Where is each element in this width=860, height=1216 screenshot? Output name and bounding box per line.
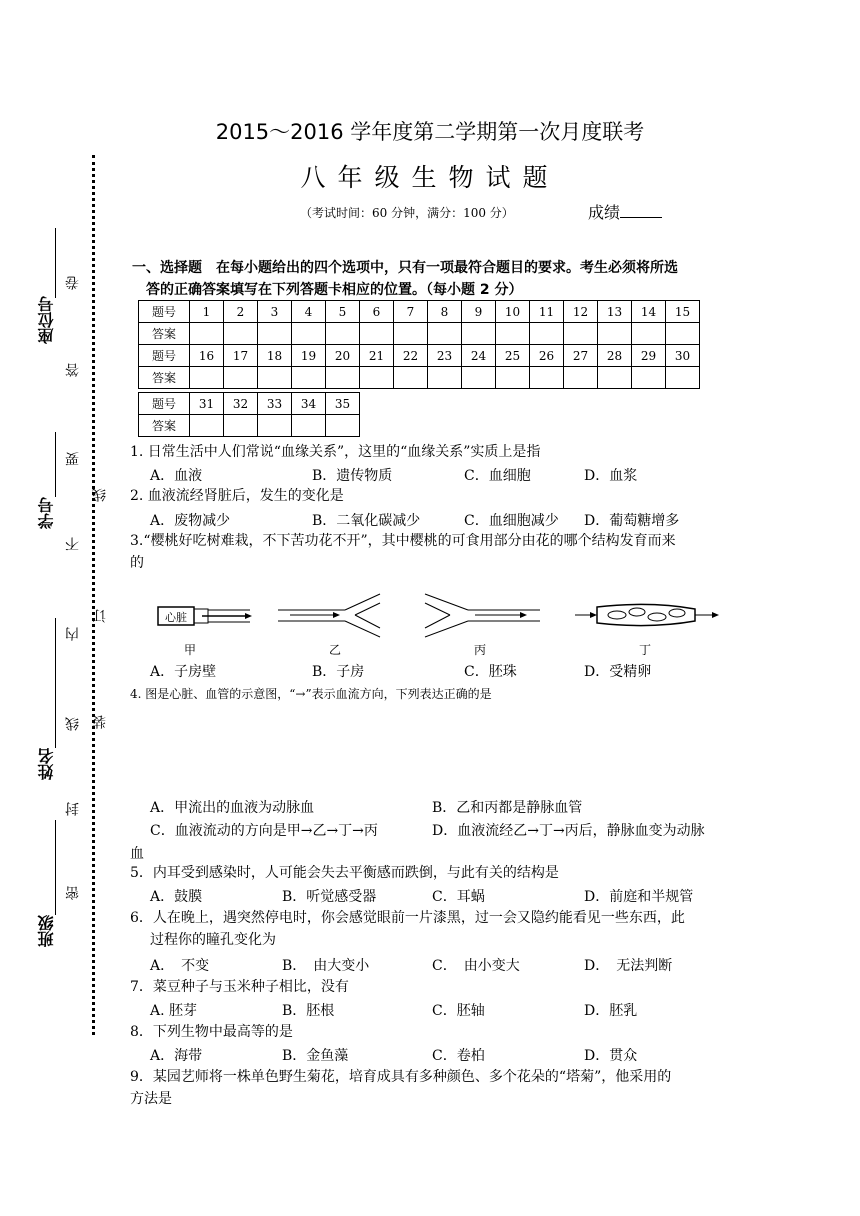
- q4-option-d-cont: 血: [130, 846, 144, 862]
- q5-option-a: A．鼓膜: [150, 889, 203, 905]
- a-label: 答案: [139, 415, 190, 437]
- q8-option-b: B．金鱼藻: [282, 1048, 349, 1064]
- q1-option-d: D．血浆: [584, 468, 638, 484]
- q-number: 30: [666, 345, 700, 367]
- answer-cell[interactable]: [326, 415, 360, 437]
- seal-char: 线: [65, 717, 81, 731]
- figure-caption-bing: 丙: [473, 643, 487, 657]
- answer-cell[interactable]: [258, 415, 292, 437]
- seal-char: 装: [92, 715, 108, 729]
- q8-option-c: C．卷柏: [432, 1048, 485, 1064]
- question-3-stem: 3.“樱桃好吃树难栽，不下苦功花不开”，其中樱桃的可食用部分由花的哪个结构发育而来: [130, 533, 676, 549]
- q-number: 14: [632, 301, 666, 323]
- q1-option-c: C．血细胞: [464, 468, 531, 484]
- answer-cell[interactable]: [326, 323, 360, 345]
- q-number: 3: [258, 301, 292, 323]
- q-number: 9: [462, 301, 496, 323]
- answer-cell[interactable]: [462, 323, 496, 345]
- binding-dotted-line: [92, 155, 95, 1035]
- q1-option-b: B．遗传物质: [312, 468, 393, 484]
- figure-caption-yi: 乙: [328, 643, 342, 657]
- name-blank-line: [55, 618, 56, 748]
- a-label: 答案: [139, 367, 190, 389]
- section-one-heading: [132, 257, 742, 301]
- exam-meta: （考试时间：60 分钟，满分：100 分）: [300, 206, 514, 220]
- answer-card-table: [138, 300, 700, 389]
- student-id-label: 学号: [37, 497, 56, 529]
- q-number: 15: [666, 301, 700, 323]
- question-4-stem: 4. 图是心脏、血管的示意图，“→”表示血流方向，下列表达正确的是: [130, 687, 492, 701]
- q-number: 1: [190, 301, 224, 323]
- q4-option-c: C．血液流动的方向是甲→乙→丁→丙: [150, 823, 378, 839]
- answer-cell[interactable]: [258, 367, 292, 389]
- q6-option-d: D． 无法判断: [584, 958, 673, 974]
- q-number: 8: [428, 301, 462, 323]
- answer-cell[interactable]: [564, 323, 598, 345]
- question-5-stem: 5．内耳受到感染时，人可能会失去平衡感而跌倒，与此有关的结构是: [130, 865, 559, 881]
- section-one-line1: 一、选择题 在每小题给出的四个选项中，只有一项最符合题目的要求。考生必须将所选: [132, 260, 678, 276]
- figure-vessel-bing: [425, 594, 540, 637]
- q6-option-c: C． 由小变大: [432, 958, 520, 974]
- q4-option-d: D．血液流经乙→丁→丙后，静脉血变为动脉: [432, 823, 705, 839]
- figure-caption-jia: 甲: [183, 643, 197, 657]
- question-3-stem-cont: 的: [130, 555, 144, 571]
- score-blank[interactable]: [620, 203, 662, 218]
- answer-cell[interactable]: [598, 323, 632, 345]
- q2-option-c: C．血细胞减少: [464, 513, 559, 529]
- answer-cell[interactable]: [632, 367, 666, 389]
- score-field[interactable]: [588, 200, 662, 223]
- answer-card-table-tail: [138, 392, 360, 437]
- q7-option-a: A. 胚芽: [150, 1003, 198, 1019]
- q-number: 35: [326, 393, 360, 415]
- q8-option-d: D．贯众: [584, 1048, 638, 1064]
- q-number: 17: [224, 345, 258, 367]
- class-label: 班级: [37, 915, 56, 947]
- q5-option-c: C．耳蜗: [432, 889, 485, 905]
- seal-char: 订: [92, 609, 108, 623]
- q-number: 29: [632, 345, 666, 367]
- seat-label: 座位号: [37, 296, 56, 344]
- class-blank-line: [55, 820, 56, 915]
- q-label: 题号: [139, 345, 190, 367]
- seal-char: 要: [65, 452, 81, 466]
- q-number: 10: [496, 301, 530, 323]
- q-number: 34: [292, 393, 326, 415]
- q-number: 18: [258, 345, 292, 367]
- answer-cell[interactable]: [394, 367, 428, 389]
- q-number: 5: [326, 301, 360, 323]
- a-label: 答案: [139, 323, 190, 345]
- q-number: 19: [292, 345, 326, 367]
- question-7-stem: 7．菜豆种子与玉米种子相比，没有: [130, 979, 349, 995]
- q3-option-c: C．胚珠: [464, 664, 517, 680]
- exam-title: 2015～2016 学年度第二学期第一次月度联考: [215, 120, 645, 144]
- answer-cell[interactable]: [666, 323, 700, 345]
- answer-cell[interactable]: [360, 323, 394, 345]
- answer-cell[interactable]: [530, 367, 564, 389]
- question-6-stem: 6．人在晚上，遇突然停电时，你会感觉眼前一片漆黑，过一会又隐约能看见一些东西，此: [130, 910, 685, 926]
- question-6-stem-cont: 过程你的瞳孔变化为: [150, 932, 276, 948]
- q-label: 题号: [139, 301, 190, 323]
- q-number: 31: [190, 393, 224, 415]
- score-label: 成绩: [588, 203, 621, 222]
- answer-card-answer-row: [139, 415, 360, 437]
- answer-cell[interactable]: [292, 323, 326, 345]
- q-number: 24: [462, 345, 496, 367]
- q-number: 33: [258, 393, 292, 415]
- answer-cell[interactable]: [190, 367, 224, 389]
- q3-option-d: D．受精卵: [584, 664, 652, 680]
- question-8-stem: 8．下列生物中最高等的是: [130, 1024, 293, 1040]
- answer-cell[interactable]: [462, 367, 496, 389]
- q-number: 22: [394, 345, 428, 367]
- q5-option-b: B．听觉感受器: [282, 889, 377, 905]
- section-one-line2: 答的正确答案填写在下列答题卡相应的位置。（每小题 2 分）: [146, 282, 523, 298]
- answer-card-answer-row: [139, 323, 700, 345]
- answer-cell[interactable]: [258, 323, 292, 345]
- q6-option-a: A． 不变: [150, 958, 210, 974]
- q-number: 28: [598, 345, 632, 367]
- question-9-stem-cont: 方法是: [130, 1091, 172, 1107]
- answer-cell[interactable]: [190, 415, 224, 437]
- answer-cell[interactable]: [428, 367, 462, 389]
- q3-option-b: B．子房: [312, 664, 365, 680]
- q6-option-b: B． 由大变小: [282, 958, 370, 974]
- q7-option-c: C．胚轴: [432, 1003, 485, 1019]
- q2-option-d: D．葡萄糖增多: [584, 513, 680, 529]
- seal-char: 不: [65, 537, 81, 551]
- q-number: 11: [530, 301, 564, 323]
- seal-char: 答: [65, 363, 81, 377]
- q-number: 25: [496, 345, 530, 367]
- q4-option-b: B．乙和丙都是静脉血管: [432, 800, 583, 816]
- q-number: 23: [428, 345, 462, 367]
- answer-card-number-row: [139, 393, 360, 415]
- q-label: 题号: [139, 393, 190, 415]
- seal-char: 密: [65, 886, 81, 900]
- answer-cell[interactable]: [394, 323, 428, 345]
- q-number: 16: [190, 345, 224, 367]
- blood-vessel-figure: [150, 588, 730, 658]
- q1-option-a: A．血液: [150, 468, 203, 484]
- seal-char: 线: [92, 488, 108, 502]
- answer-cell[interactable]: [496, 323, 530, 345]
- seal-char: 封: [65, 802, 81, 816]
- question-2-stem: 2. 血液流经肾脏后，发生的变化是: [130, 488, 344, 504]
- answer-cell[interactable]: [292, 415, 326, 437]
- answer-cell[interactable]: [632, 323, 666, 345]
- name-label: 姓名: [37, 748, 56, 780]
- answer-card-number-row: [139, 345, 700, 367]
- q-number: 26: [530, 345, 564, 367]
- q-number: 2: [224, 301, 258, 323]
- q4-option-a: A．甲流出的血液为动脉血: [150, 800, 315, 816]
- figure-heart-label: 心脏: [165, 611, 187, 624]
- answer-cell[interactable]: [326, 367, 360, 389]
- q-number: 32: [224, 393, 258, 415]
- subject-title: 八年级生物试题: [300, 163, 560, 192]
- figure-capillary-ding: [575, 604, 719, 625]
- q7-option-b: B．胚根: [282, 1003, 335, 1019]
- q3-option-a: A．子房壁: [150, 664, 217, 680]
- question-1-stem: 1. 日常生活中人们常说“血缘关系”，这里的“血缘关系”实质上是指: [130, 444, 541, 460]
- q-number: 13: [598, 301, 632, 323]
- q2-option-a: A．废物减少: [150, 513, 231, 529]
- student-id-blank-line: [55, 432, 56, 497]
- figure-vessel-yi: [278, 594, 380, 637]
- figure-caption-ding: 丁: [638, 643, 652, 657]
- answer-cell[interactable]: [496, 367, 530, 389]
- q-number: 12: [564, 301, 598, 323]
- answer-cell[interactable]: [224, 323, 258, 345]
- q8-option-a: A．海带: [150, 1048, 203, 1064]
- question-9-stem: 9．某园艺师将一株单色野生菊花，培育成具有多种颜色、多个花朵的“塔菊”，他采用的: [130, 1069, 672, 1085]
- answer-cell[interactable]: [360, 367, 394, 389]
- answer-cell[interactable]: [224, 367, 258, 389]
- answer-cell[interactable]: [224, 415, 258, 437]
- answer-cell[interactable]: [530, 323, 564, 345]
- q-number: 21: [360, 345, 394, 367]
- seal-char: 卷: [65, 276, 81, 290]
- figure-heart: [158, 607, 252, 625]
- answer-cell[interactable]: [292, 367, 326, 389]
- answer-card-number-row: [139, 301, 700, 323]
- q-number: 27: [564, 345, 598, 367]
- answer-cell[interactable]: [666, 367, 700, 389]
- answer-card-answer-row: [139, 367, 700, 389]
- q-number: 4: [292, 301, 326, 323]
- q-number: 7: [394, 301, 428, 323]
- answer-cell[interactable]: [428, 323, 462, 345]
- seal-char: 内: [65, 627, 81, 641]
- answer-cell[interactable]: [564, 367, 598, 389]
- answer-cell[interactable]: [598, 367, 632, 389]
- seat-blank-line: [55, 228, 56, 298]
- answer-cell[interactable]: [190, 323, 224, 345]
- q2-option-b: B．二氧化碳减少: [312, 513, 421, 529]
- q-number: 20: [326, 345, 360, 367]
- q5-option-d: D．前庭和半规管: [584, 889, 694, 905]
- q7-option-d: D．胚乳: [584, 1003, 638, 1019]
- q-number: 6: [360, 301, 394, 323]
